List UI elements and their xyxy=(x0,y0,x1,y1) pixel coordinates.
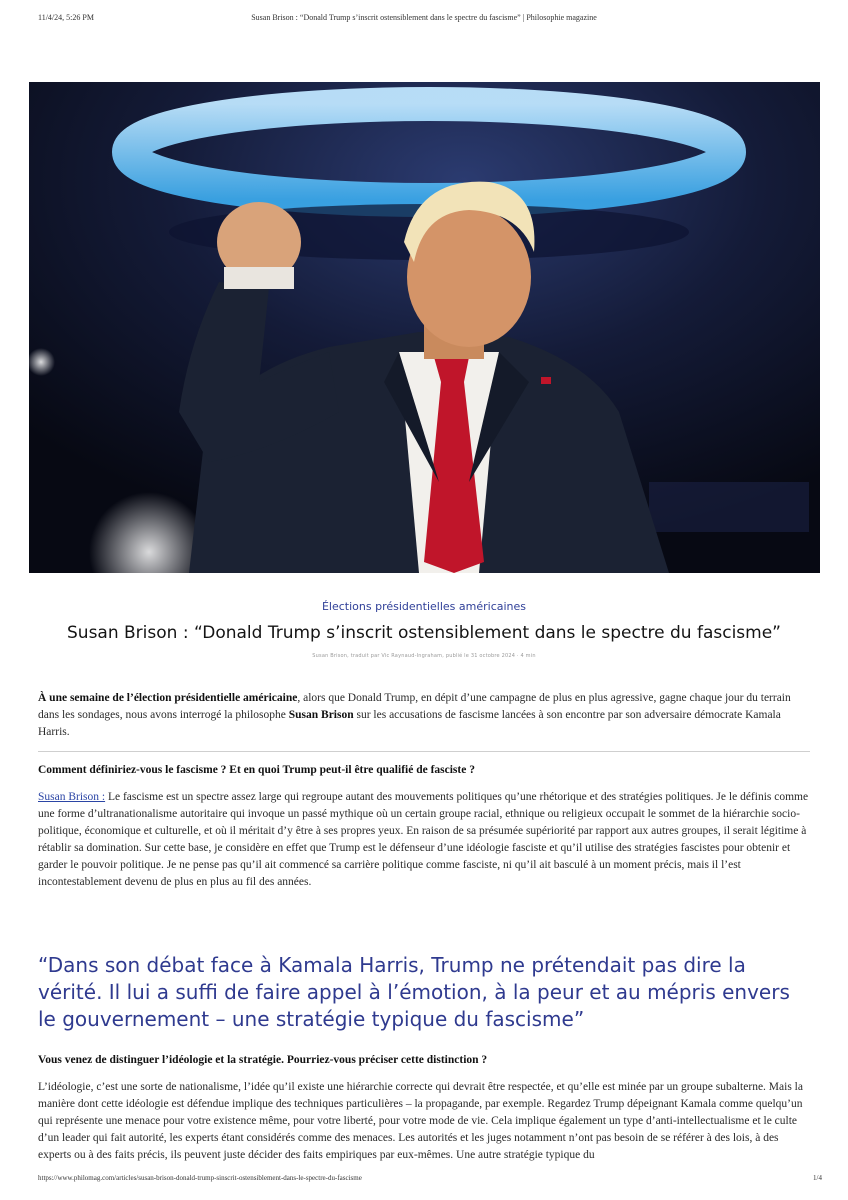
interview-question-2: Vous venez de distinguer l’idéologie et la stratégie. Pourriez-vous préciser cette distinction ? xyxy=(38,1054,488,1066)
print-header xyxy=(0,13,848,27)
hero-photo xyxy=(29,82,820,573)
lead-bold: À une semaine de l’élection présidentielle américaine xyxy=(38,692,298,704)
answer-1-text: Le fascisme est un spectre assez large qui regroupe autant des mouvements politiques qu’une rhétorique et des stratégies politiques. Je le définis comme une forme d’ultranationalisme autoritaire qui invoque un passé mythique où un certain groupe racial, ethnique ou religieux occupait le sommet de la hiérarchie socio-politique, économique et culturelle, et où il méritait d’y être à ses propres yeux. En raison de sa présumée supériorité par rapport aux autres groupes, il serait légitime à rétablir sa domination. Sur cette base, je considère en effet que Trump est le défenseur d’une idéologie fasciste et qu’il utilise des stratégies fascistes pour obtenir et garder le pouvoir politique. Je ne pense pas qu’il ait commencé sa carrière politique comme fasciste, ni qu’il ait basculé à un moment précis, mais il l’est incontestablement devenu de plus en plus au fil des années. xyxy=(38,791,809,888)
article-headline: Susan Brison : “Donald Trump s’inscrit ostensiblement dans le spectre du fascisme” xyxy=(67,623,781,643)
article-category[interactable]: Élections présidentielles américaines xyxy=(321,600,527,613)
print-footer xyxy=(0,1174,848,1186)
interview-answer-1 xyxy=(38,789,813,891)
page-number: 1/4 xyxy=(813,1174,822,1182)
interview-question-1: Comment définiriez-vous le fascisme ? Et en quoi Trump peut-il être qualifié de fasciste ? xyxy=(38,764,475,776)
lead-name: Susan Brison xyxy=(288,709,354,721)
pull-quote: “Dans son débat face à Kamala Harris, Trump ne prétendait pas dire la vérité. Il lui a suffi de faire appel à l’émotion, à la peur et au mépris envers le gouvernement – une stratégie typique du fascisme” xyxy=(38,953,790,1031)
article-lead xyxy=(38,690,813,741)
interview-answer-2: L’idéologie, c’est une sorte de nationalisme, l’idée qu’il existe une hiérarchie correcte qui devrait être respectée, et qu’elle est minée par un groupe subalterne. Mais la manière dont cette idéologie est défendue implique des techniques particulières – la propagande, par exemple. Regardez Trump dépeignant Kamala comme quelqu’un qui représente une menace pour votre existence même, pour votre liberté, pour votre mode de vie. Cela implique également un type d’anti-intellectualisme et le culte d’un leader qui fait autorité, les experts étant considérés comme des menaces. Les autorités et les juges notamment n’ont pas besoin de se référer à des lois, à des experts ou à des faits précis, ils peuvent juste décider des faits empiriques par eux-mêmes. Une autre stratégie typique du xyxy=(38,1081,803,1161)
hero-illustration xyxy=(29,82,820,573)
print-page-title: Susan Brison : “Donald Trump s’inscrit ostensiblement dans le spectre du fascisme” | Philosophie magazine xyxy=(251,13,597,22)
page-url[interactable]: https://www.philomag.com/articles/susan-brison-donald-trump-sinscrit-ostensiblement-dans-le-spectre-du-fascisme xyxy=(38,1174,362,1182)
article-byline: Susan Brison, traduit par Vic Raynaud-Ingraham, publié le 31 octobre 2024 · 4 min xyxy=(312,653,536,659)
section-divider xyxy=(38,751,810,752)
speaker-link[interactable]: Susan Brison : xyxy=(38,791,106,803)
lead-text-1: , alors que Donald Trump, en dépit d’une campagne de plus en plus agressive, gagne chaque jour du terrain dans les sondages, nous avons interrogé la philosophe xyxy=(38,692,791,721)
lead-text-2: sur les accusations de fascisme lancées à son encontre par son adversaire démocrate Kamala Harris. xyxy=(38,709,781,738)
print-date: 11/4/24, 5:26 PM xyxy=(38,13,94,22)
